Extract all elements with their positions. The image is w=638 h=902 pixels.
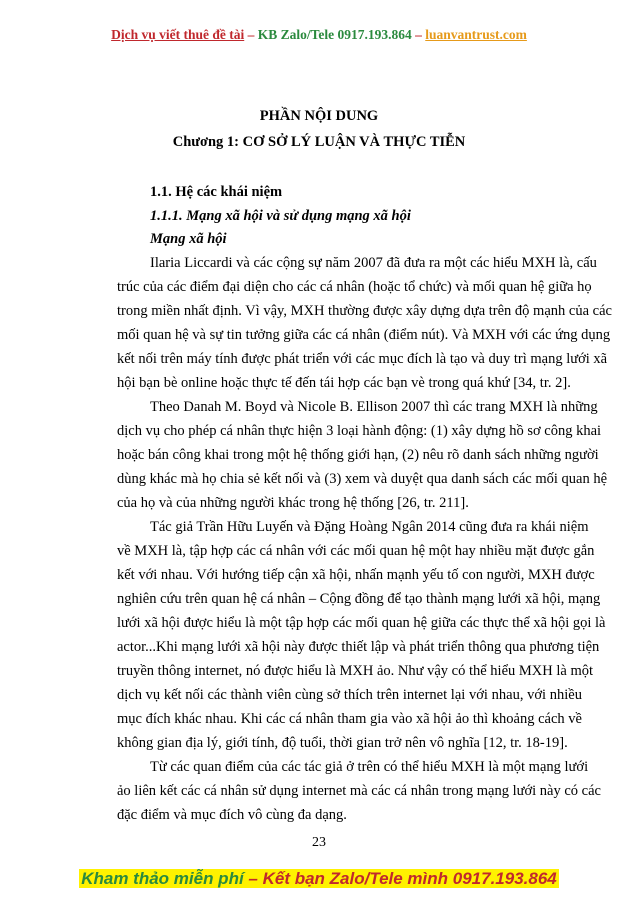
header-dash-1: – (244, 27, 258, 42)
footer-highlight[interactable] (79, 869, 559, 888)
paragraph-line: Từ các quan điểm của các tác giả ở trên có thể hiểu MXH là một mạng lưới (150, 759, 589, 775)
header-dash-2: – (411, 27, 426, 42)
subheading-social-network: Mạng xã hội (150, 231, 227, 247)
section-heading-1-1-1: 1.1.1. Mạng xã hội và sử dụng mạng xã hội (150, 208, 411, 224)
paragraph-line: đặc điểm và mục đích vô cùng đa dạng. (117, 807, 347, 823)
header-contact-text[interactable]: KB Zalo/Tele 0917.193.864 (257, 27, 412, 42)
paragraph-line: truyền thông internet, nó được hiểu là MXH ảo. Như vậy có thể hiểu MXH là một (117, 663, 594, 679)
paragraph-line: hội bạn bè online hoặc thực tế đến tái hợp các bạn vè trong quá khứ [34, tr. 2]. (117, 375, 571, 391)
footer-contact-text: Kết bạn Zalo/Tele mình 0917.193.864 (262, 869, 557, 888)
paragraph-line: mối quan hệ và sự tin tưởng giữa các cá nhân (điểm nút). Và MXH với các ứng dụng (117, 327, 611, 343)
header-service-text[interactable]: Dịch vụ viết thuê đề tài (111, 27, 245, 42)
header-website-link[interactable]: luanvantrust.com (425, 27, 527, 42)
paragraph-line: mục đích khác nhau. Khi các cá nhân tham gia vào xã hội ảo thì khoảng cách về (117, 711, 582, 727)
footer-banner (0, 868, 638, 890)
paragraph-line: Ilaria Liccardi và các cộng sự năm 2007 đã đưa ra một các hiểu MXH là, cấu (150, 255, 597, 271)
paragraph-line: nghiên cứu trên quan hệ cá nhân – Cộng đồng để tạo thành mạng lưới xã hội, mạng (117, 591, 601, 607)
chapter-title: Chương 1: CƠ SỞ LÝ LUẬN VÀ THỰC TIỄN (172, 134, 466, 150)
paragraph-line: kết nối trên máy tính được phát triển với các mục đích là tạo và duy trì mạng lưới xã (117, 351, 608, 367)
paragraph-line: dịch vụ kết nối các thành viên cùng sở thích trên internet lại với nhau, với nhiều (117, 687, 582, 703)
part-title: PHẦN NỘI DUNG (259, 108, 379, 124)
paragraph-line: lưới xã hội được hiểu là một tập hợp các mối quan hệ giữa các thực thể xã hội gọi là (117, 615, 606, 631)
paragraph-line: dùng khác mà họ chia sẻ kết nối và (3) xem và duyệt qua danh sách các mối quan hệ (117, 471, 608, 487)
paragraph-line: về MXH là, tập hợp các cá nhân với các mối quan hệ một hay nhiều mặt được gắn (117, 543, 595, 559)
paragraph-line: hoặc bán công khai trong một hệ thống giới hạn, (2) nêu rõ danh sách những người (117, 447, 599, 463)
section-heading-1-1: 1.1. Hệ các khái niệm (150, 184, 283, 200)
page-number: 23 (312, 835, 326, 850)
paragraph-line: Tác giả Trần Hữu Luyến và Đặng Hoàng Ngân 2014 cũng đưa ra khái niệm (150, 519, 589, 535)
footer-dash: – (243, 869, 263, 888)
paragraph-line: actor...Khi mạng lưới xã hội này được thiết lập và phát triển thông qua phương tiện (117, 639, 600, 655)
paragraph-line: Theo Danah M. Boyd và Nicole B. Ellison 2007 thì các trang MXH là những (150, 399, 598, 415)
paragraph-line: không gian địa lý, giới tính, độ tuổi, thời gian trở nên vô nghĩa [12, tr. 18-19]. (117, 735, 568, 751)
paragraph-line: kết với nhau. Với hướng tiếp cận xã hội, nhấn mạnh yếu tố con người, MXH được (117, 567, 595, 583)
paragraph-line: ảo liên kết các cá nhân sử dụng internet mà các cá nhân trong mạng lưới này có các (117, 783, 601, 799)
paragraph-line: trong miền nhất định. Vì vậy, MXH thường được xây dựng dựa trên độ mạnh của các (117, 303, 612, 319)
paragraph-line: trúc của các điểm đại diện cho các cá nhân (hoặc tổ chức) và mối quan hệ giữa họ (117, 279, 592, 295)
paragraph-line: của họ và của những người khác trong hệ thống [26, tr. 211]. (117, 495, 469, 511)
paragraph-line: dịch vụ cho phép cá nhân thực hiện 3 loại hành động: (1) xây dựng hồ sơ công khai (117, 423, 602, 439)
footer-free-reference-text: Kham thảo miễn phí (81, 869, 244, 888)
